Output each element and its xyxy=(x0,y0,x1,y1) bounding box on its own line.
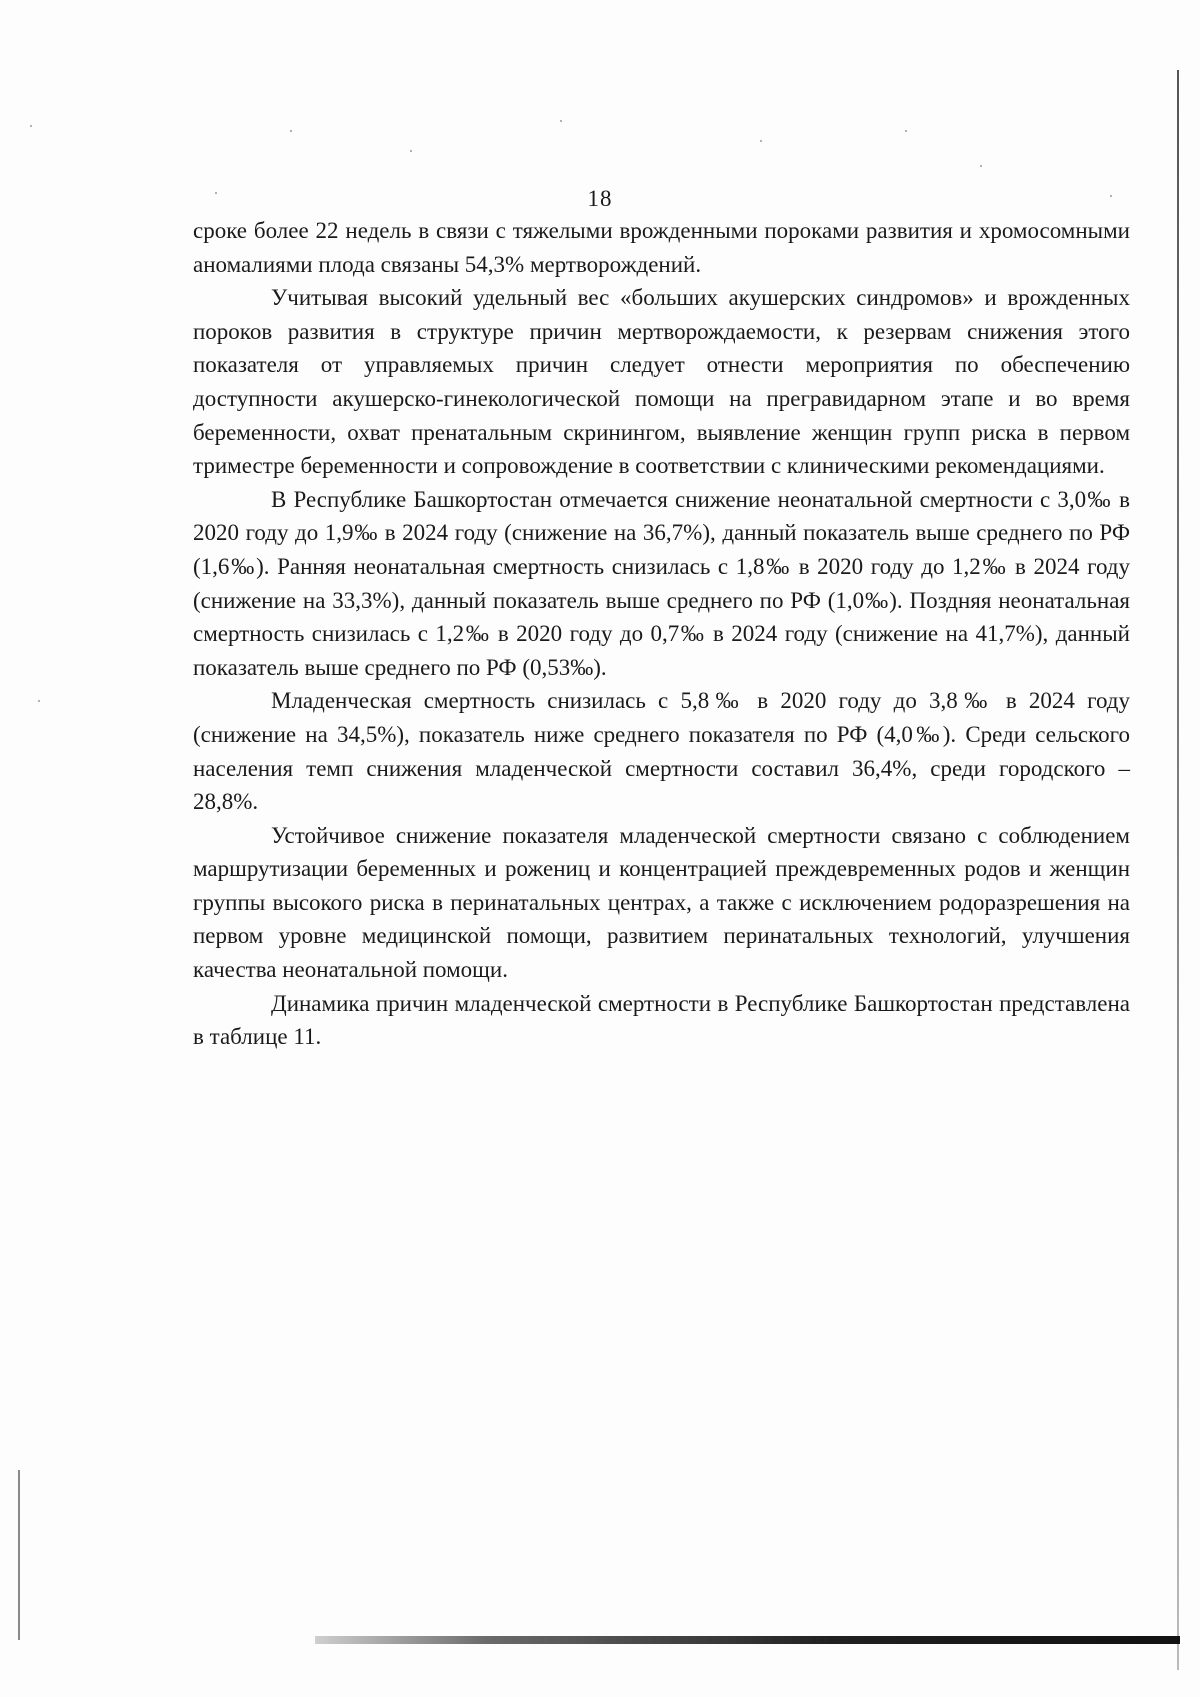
page-number: 18 xyxy=(587,186,613,211)
scan-speckle xyxy=(290,130,292,132)
scan-speckle xyxy=(760,140,762,142)
scan-speckle xyxy=(560,120,562,122)
body-text xyxy=(193,214,1130,1054)
scan-edge-line-left xyxy=(18,1470,20,1640)
scan-edge-line-right xyxy=(1177,70,1179,1670)
paragraph-stillbirth-malformations: сроке более 22 недель в связи с тяжелыми врожденными пороками развития и хромосомными аномалиями плода связаны 54,3% мертворождений. xyxy=(193,218,1130,277)
paragraph-table-reference: Динамика причин младенческой смертности в Республике Башкортостан представлена в таблице 11. xyxy=(193,990,1130,1050)
scan-speckle xyxy=(30,125,32,127)
scan-speckle xyxy=(38,700,40,702)
scan-speckle xyxy=(410,150,412,152)
scan-bottom-bar xyxy=(315,1636,1180,1644)
scan-speckle xyxy=(980,165,982,167)
scan-speckle xyxy=(905,130,907,132)
paragraph-neonatal-mortality: В Республике Башкортостан отмечается снижение неонатальной смертности с 3,0‰ в 2020 году до 1,9‰ в 2024 году (снижение на 36,7%), данный показатель выше среднего по РФ (1,6‰). Ранняя неонатальная смертность снизилась с 1,8‰ в 2020 году до 1,2‰ в 2024 году (снижение на 33,3%), данный показатель выше среднего по РФ (1,0‰). Поздняя неонатальная смертность снизилась с 1,2‰ в 2020 году до 0,7‰ в 2024 году (снижение на 41,7%), данный показатель выше среднего по РФ (0,53‰). xyxy=(193,486,1130,680)
paragraph-stillbirth-reserves: Учитывая высокий удельный вес «больших акушерских синдромов» и врожденных пороков развития в структуре причин мертворождаемости, к резервам снижения этого показателя от управляемых причин следует отнести мероприятия по обеспечению доступности акушерско-гинекологической помощи на прегравидарном этапе и во время беременности, охват пренатальным скринингом, выявление женщин групп риска в первом триместре беременности и сопровождение в соответствии с клиническими рекомендациями. xyxy=(193,285,1130,479)
paragraph-mortality-decline-factors: Устойчивое снижение показателя младенческой смертности связано с соблюдением маршрутизации беременных и рожениц и концентрацией преждевременных родов и женщин группы высокого риска в перинатальных центрах, а также с исключением родоразрешения на первом уровне медицинской помощи, развитием перинатальных технологий, улучшения качества неонатальной помощи. xyxy=(193,822,1130,983)
paragraph-infant-mortality: Младенческая смертность снизилась с 5,8‰ в 2020 году до 3,8‰ в 2024 году (снижение на 34,5%), показатель ниже среднего показателя по РФ (4,0‰). Среди сельского населения темп снижения младенческой смертности составил 36,4%, среди городского – 28,8%. xyxy=(193,688,1130,815)
